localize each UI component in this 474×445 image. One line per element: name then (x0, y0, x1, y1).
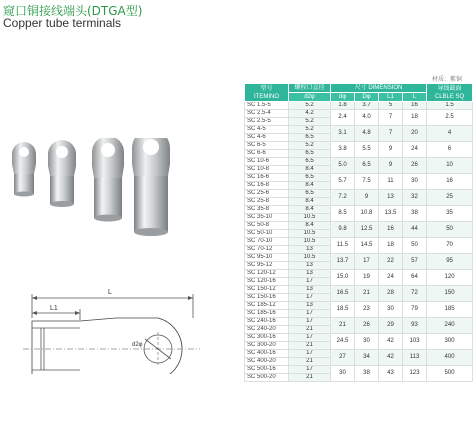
cell-L1: 18 (379, 238, 403, 254)
cell-wire-section: 25 (427, 190, 473, 206)
cell-wire-section: 185 (427, 302, 473, 318)
header-model (245, 84, 289, 102)
table-row (245, 110, 473, 118)
cell-hole-diameter: 8.4 (289, 182, 331, 190)
cell-wire-section: 2.5 (427, 110, 473, 126)
cell-hole-diameter: 6.5 (289, 174, 331, 182)
cell-L1: 13 (379, 190, 403, 206)
header-wire-en: CLBLE SQ (434, 93, 465, 100)
cell-hole-diameter: 8.4 (289, 166, 331, 174)
cell-L: 18 (403, 110, 427, 126)
table-row (245, 350, 473, 358)
cell-hole-diameter: 13 (289, 302, 331, 310)
cell-d: 8.5 (331, 206, 355, 222)
cell-hole-diameter: 8.4 (289, 222, 331, 230)
table-row (245, 318, 473, 326)
cell-L: 103 (403, 334, 427, 350)
cell-model: SC 4-6 (245, 134, 289, 142)
cell-hole-diameter: 13 (289, 270, 331, 278)
cell-d: 13.7 (331, 254, 355, 270)
table-header-row-1 (245, 84, 473, 93)
cell-hole-diameter: 6.5 (289, 134, 331, 142)
cell-D: 30 (355, 334, 379, 350)
cell-model: SC 10-8 (245, 166, 289, 174)
cell-d: 11.5 (331, 238, 355, 254)
cell-hole-diameter: 10.5 (289, 254, 331, 262)
cell-wire-section: 95 (427, 254, 473, 270)
cell-d: 18.5 (331, 302, 355, 318)
cell-wire-section: 6 (427, 142, 473, 158)
cell-hole-diameter: 13 (289, 262, 331, 270)
cell-model: SC 300-20 (245, 342, 289, 350)
cell-hole-diameter: 5.2 (289, 102, 331, 110)
cell-hole-diameter: 6.5 (289, 150, 331, 158)
cell-hole-diameter: 21 (289, 342, 331, 350)
cell-hole-diameter: 5.2 (289, 142, 331, 150)
cell-L1: 9 (379, 142, 403, 158)
cell-model: SC 70-12 (245, 246, 289, 254)
cell-D: 26 (355, 318, 379, 334)
cell-model: SC 120-16 (245, 278, 289, 286)
cell-hole-diameter: 21 (289, 326, 331, 334)
cell-L: 123 (403, 366, 427, 382)
cell-hole-diameter: 10.5 (289, 238, 331, 246)
cell-model: SC 500-20 (245, 374, 289, 382)
cell-L1: 30 (379, 302, 403, 318)
cell-L: 64 (403, 270, 427, 286)
cell-model: SC 500-16 (245, 366, 289, 374)
cell-hole-diameter: 21 (289, 358, 331, 366)
table-row (245, 126, 473, 134)
cell-model: SC 4-5 (245, 126, 289, 134)
cell-D: 17 (355, 254, 379, 270)
cell-L1: 7 (379, 110, 403, 126)
table-row (245, 222, 473, 230)
table-row (245, 142, 473, 150)
cell-L1: 13.5 (379, 206, 403, 222)
cell-L1: 42 (379, 334, 403, 350)
technical-drawing (8, 284, 208, 374)
lug-small (12, 142, 36, 197)
cell-hole-diameter: 10.5 (289, 214, 331, 222)
table-row (245, 254, 473, 262)
cell-L1: 42 (379, 350, 403, 366)
cell-model: SC 240-20 (245, 326, 289, 334)
cell-wire-section: 10 (427, 158, 473, 174)
cell-L: 72 (403, 286, 427, 302)
cell-L: 50 (403, 238, 427, 254)
cell-wire-section: 4 (427, 126, 473, 142)
header-wire-cn: 导线截面 (437, 85, 462, 92)
spec-table (244, 83, 473, 382)
cell-d: 2.4 (331, 110, 355, 126)
cell-model: SC 25-8 (245, 198, 289, 206)
cell-D: 9 (355, 190, 379, 206)
cell-model: SC 95-10 (245, 254, 289, 262)
cell-L1: 5 (379, 102, 403, 110)
cell-hole-diameter: 6.5 (289, 190, 331, 198)
cell-model: SC 150-12 (245, 286, 289, 294)
product-photo (10, 138, 175, 248)
cell-L: 24 (403, 142, 427, 158)
cell-hole-diameter: 17 (289, 278, 331, 286)
cell-hole-diameter: 17 (289, 318, 331, 326)
table-row (245, 334, 473, 342)
cell-D: 19 (355, 270, 379, 286)
dimension-label-L: L (108, 289, 112, 296)
cell-model: SC 240-16 (245, 318, 289, 326)
cell-d: 21 (331, 318, 355, 334)
table-row (245, 174, 473, 182)
cell-L1: 9 (379, 158, 403, 174)
header-wire (427, 84, 473, 102)
cell-D: 38 (355, 366, 379, 382)
cell-D: 34 (355, 350, 379, 366)
cell-D: 3.7 (355, 102, 379, 110)
cell-d: 3.8 (331, 142, 355, 158)
header-L1: L1 (379, 93, 403, 102)
cell-hole-diameter: 6.5 (289, 158, 331, 166)
cell-model: SC 35-10 (245, 214, 289, 222)
cell-model: SC 16-8 (245, 182, 289, 190)
cell-model: SC 2.5-4 (245, 110, 289, 118)
cell-model: SC 50-8 (245, 222, 289, 230)
material-note: 材质：紫铜 (432, 77, 463, 83)
cell-D: 14.5 (355, 238, 379, 254)
cell-hole-diameter: 5.2 (289, 126, 331, 134)
cell-hole-diameter: 17 (289, 294, 331, 302)
cell-model: SC 35-8 (245, 206, 289, 214)
cell-model: SC 10-6 (245, 158, 289, 166)
cell-L: 113 (403, 350, 427, 366)
cell-wire-section: 120 (427, 270, 473, 286)
cell-wire-section: 50 (427, 222, 473, 238)
cell-wire-section: 500 (427, 366, 473, 382)
cell-d: 15.0 (331, 270, 355, 286)
cell-hole-diameter: 21 (289, 374, 331, 382)
cell-d: 1.8 (331, 102, 355, 110)
cell-L1: 29 (379, 318, 403, 334)
cell-L1: 11 (379, 174, 403, 190)
cell-L1: 24 (379, 270, 403, 286)
cell-wire-section: 240 (427, 318, 473, 334)
cell-hole-diameter: 10.5 (289, 230, 331, 238)
cell-model: SC 6-5 (245, 142, 289, 150)
cell-L: 44 (403, 222, 427, 238)
cell-model: SC 50-10 (245, 230, 289, 238)
cell-wire-section: 35 (427, 206, 473, 222)
cell-wire-section: 1.5 (427, 102, 473, 110)
cell-wire-section: 70 (427, 238, 473, 254)
cell-L1: 43 (379, 366, 403, 382)
cell-L: 30 (403, 174, 427, 190)
cell-model: SC 120-12 (245, 270, 289, 278)
lug-xlarge (132, 138, 170, 236)
table-row (245, 206, 473, 214)
cell-model: SC 16-6 (245, 174, 289, 182)
page-title-english: Copper tube terminals (3, 16, 122, 30)
page-title-chinese: 窥口铜接线端头(DTGA型) (3, 4, 143, 18)
cell-d: 24.5 (331, 334, 355, 350)
header-d: dφ (331, 93, 355, 102)
cell-hole-diameter: 5.2 (289, 118, 331, 126)
cell-model: SC 25-6 (245, 190, 289, 198)
cell-model: SC 70-10 (245, 238, 289, 246)
header-hole-cn: 螺栓口直径 (289, 84, 331, 93)
cell-hole-diameter: 13 (289, 246, 331, 254)
cell-model: SC 95-12 (245, 262, 289, 270)
cell-wire-section: 16 (427, 174, 473, 190)
cell-L: 93 (403, 318, 427, 334)
table-row (245, 270, 473, 278)
cell-L1: 28 (379, 286, 403, 302)
cell-d: 7.2 (331, 190, 355, 206)
header-L: L (403, 93, 427, 102)
table-row (245, 366, 473, 374)
cell-L: 20 (403, 126, 427, 142)
header-model-cn: 型号 (260, 85, 273, 92)
cell-D: 7.5 (355, 174, 379, 190)
table-row (245, 286, 473, 294)
cell-d: 9.8 (331, 222, 355, 238)
table-row (245, 158, 473, 166)
cell-hole-diameter: 4.2 (289, 110, 331, 118)
cell-d: 3.1 (331, 126, 355, 142)
cell-hole-diameter: 8.4 (289, 198, 331, 206)
cell-D: 6.5 (355, 158, 379, 174)
cell-D: 12.5 (355, 222, 379, 238)
table-row (245, 190, 473, 198)
cell-d: 5.7 (331, 174, 355, 190)
dimension-label-L1: L1 (50, 305, 58, 312)
cell-L: 38 (403, 206, 427, 222)
cell-model: SC 2.5-5 (245, 118, 289, 126)
cell-model: SC 150-16 (245, 294, 289, 302)
cell-d: 5.0 (331, 158, 355, 174)
table-row (245, 102, 473, 110)
cell-model: SC 300-16 (245, 334, 289, 342)
cell-d: 30 (331, 366, 355, 382)
cell-L1: 16 (379, 222, 403, 238)
cell-hole-diameter: 13 (289, 286, 331, 294)
header-d2: d2φ (289, 93, 331, 102)
header-model-en: ITEMINO (254, 93, 279, 100)
cell-model: SC 185-16 (245, 310, 289, 318)
cell-D: 10.8 (355, 206, 379, 222)
cell-model: SC 400-16 (245, 350, 289, 358)
cell-L1: 7 (379, 126, 403, 142)
cell-hole-diameter: 17 (289, 310, 331, 318)
cell-L: 26 (403, 158, 427, 174)
cell-model: SC 1.5-5 (245, 102, 289, 110)
cell-model: SC 400-20 (245, 358, 289, 366)
header-D: Dφ (355, 93, 379, 102)
dimension-label-d2: d2φ (132, 342, 143, 348)
cell-L: 32 (403, 190, 427, 206)
spec-table-body (245, 102, 473, 382)
table-row (245, 302, 473, 310)
cell-L: 16 (403, 102, 427, 110)
cell-hole-diameter: 17 (289, 334, 331, 342)
cell-model: SC 185-12 (245, 302, 289, 310)
cell-wire-section: 400 (427, 350, 473, 366)
header-dimension: 尺寸 DIMENSION (331, 84, 427, 93)
cell-hole-diameter: 17 (289, 366, 331, 374)
lug-large (92, 138, 124, 222)
cell-L: 57 (403, 254, 427, 270)
cell-hole-diameter: 17 (289, 350, 331, 358)
cell-wire-section: 150 (427, 286, 473, 302)
cell-hole-diameter: 8.4 (289, 206, 331, 214)
cell-d: 16.5 (331, 286, 355, 302)
cell-D: 23 (355, 302, 379, 318)
cell-wire-section: 300 (427, 334, 473, 350)
cell-D: 4.8 (355, 126, 379, 142)
cell-L: 79 (403, 302, 427, 318)
cell-D: 4.0 (355, 110, 379, 126)
cell-D: 5.5 (355, 142, 379, 158)
cell-L1: 22 (379, 254, 403, 270)
lug-medium (48, 140, 76, 207)
cell-d: 27 (331, 350, 355, 366)
table-row (245, 238, 473, 246)
cell-D: 21 (355, 286, 379, 302)
cell-model: SC 6-6 (245, 150, 289, 158)
